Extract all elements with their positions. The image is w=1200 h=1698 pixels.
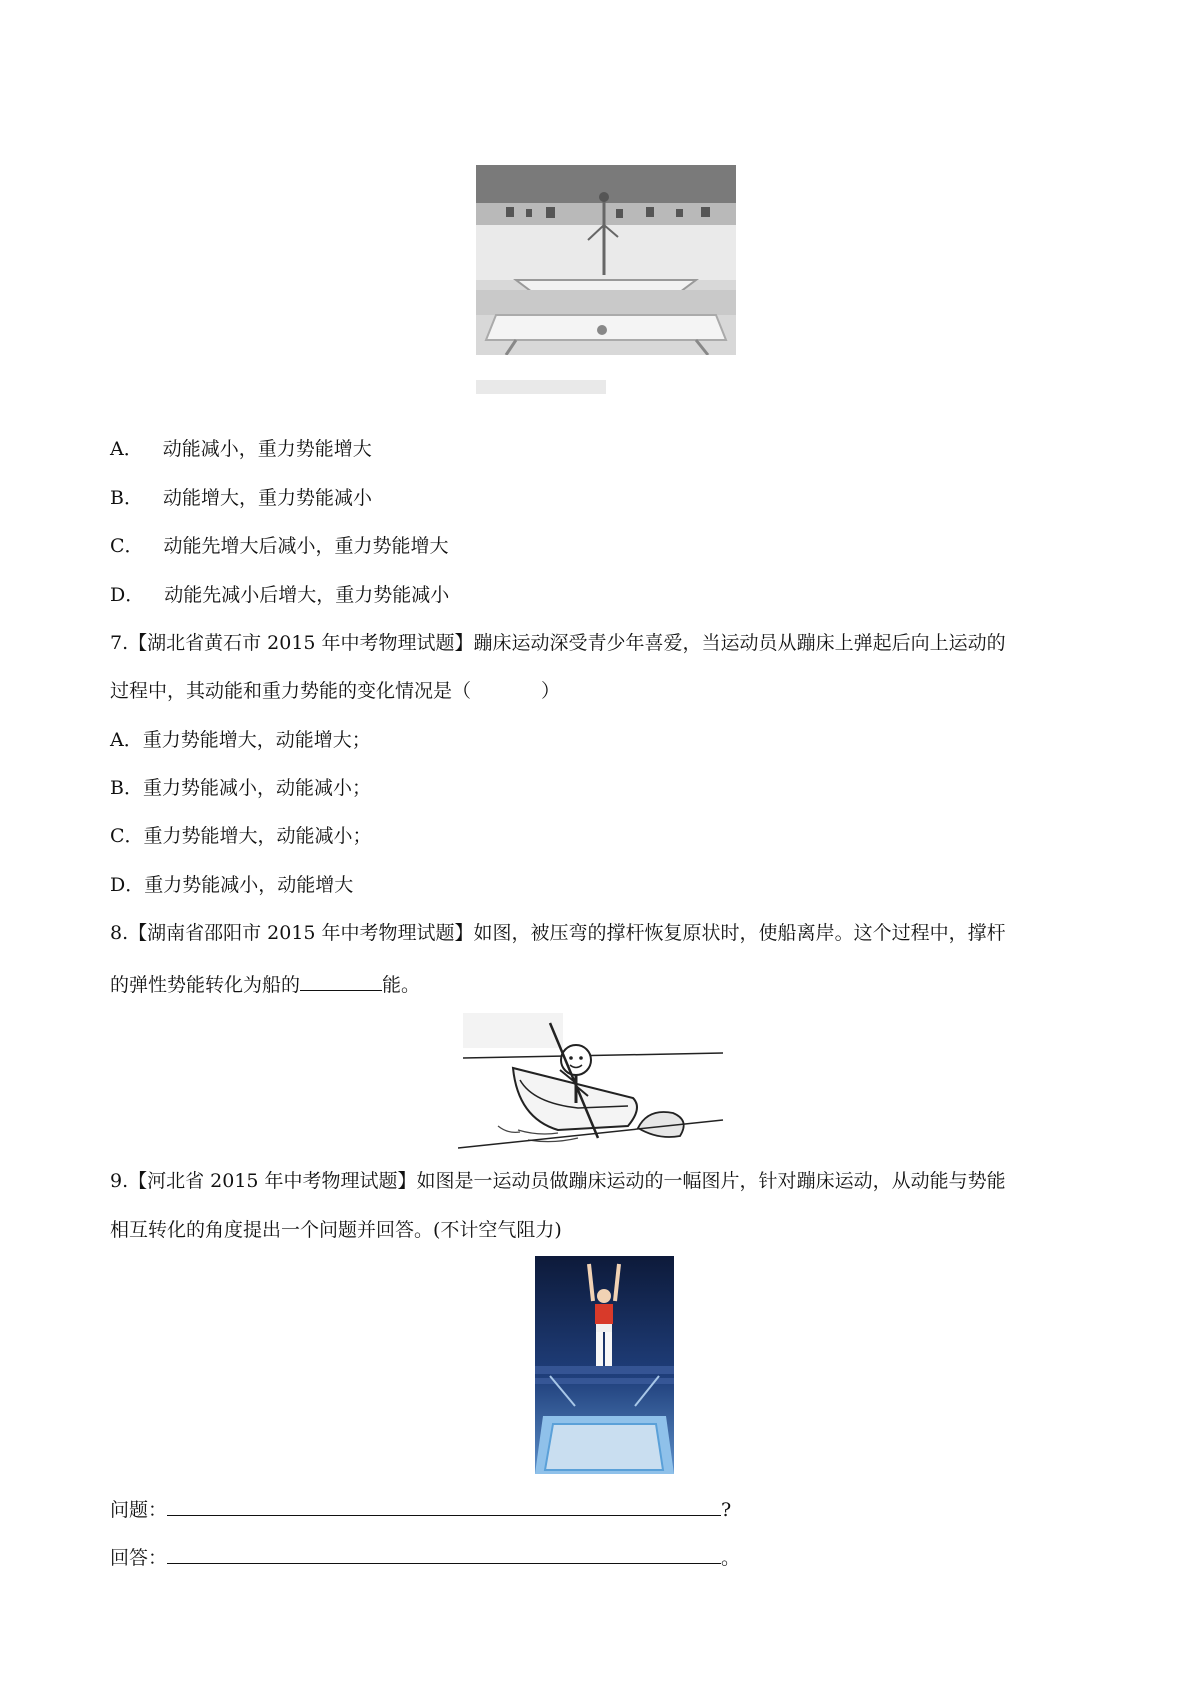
q9-question-line: 问题： ? [110,1499,732,1521]
q9-stem-line2: 相互转化的角度提出一个问题并回答。(不计空气阻力) [110,1219,562,1241]
figure-boat-pole [458,1008,728,1158]
q9-stem-line1: 9.【河北省 2015 年中考物理试题】如图是一运动员做蹦床运动的一幅图片，针对蹦床运动，从动能与势能 [110,1170,1006,1192]
q9-answer-blank[interactable] [167,1545,721,1564]
figure-trampoline-athlete [535,1256,674,1474]
q7-option-c: C．重力势能增大，动能减小； [110,825,372,847]
q9-answer-line: 回答： 。 [110,1547,741,1569]
q6-option-c: C． 动能先增大后减小，重力势能增大 [110,535,449,557]
q9-question-blank[interactable] [167,1497,721,1516]
figure-balance-beam [476,165,746,417]
q7-stem-line1: 7.【湖北省黄石市 2015 年中考物理试题】蹦床运动深受青少年喜爱，当运动员从蹦床上弹起后向上运动的 [110,632,1006,654]
q6-option-d: D． 动能先减小后增大，重力势能减小 [110,584,450,606]
q8-stem-line2: 的弹性势能转化为船的 能。 [110,974,421,996]
q7-option-d: D．重力势能减小，动能增大 [110,874,354,896]
q7-stem-line2: 过程中，其动能和重力势能的变化情况是（ ） [110,680,561,702]
q6-option-a: A． 动能减小，重力势能增大 [110,438,372,460]
q8-answer-blank[interactable] [300,972,382,991]
q8-stem-line1: 8.【湖南省邵阳市 2015 年中考物理试题】如图，被压弯的撑杆恢复原状时，使船离岸。这个过程中，撑杆 [110,922,1006,944]
q6-option-b: B． 动能增大，重力势能减小 [110,487,372,509]
q7-option-b: B．重力势能减小，动能减小； [110,777,371,799]
q7-option-a: A．重力势能增大，动能增大； [110,729,371,751]
